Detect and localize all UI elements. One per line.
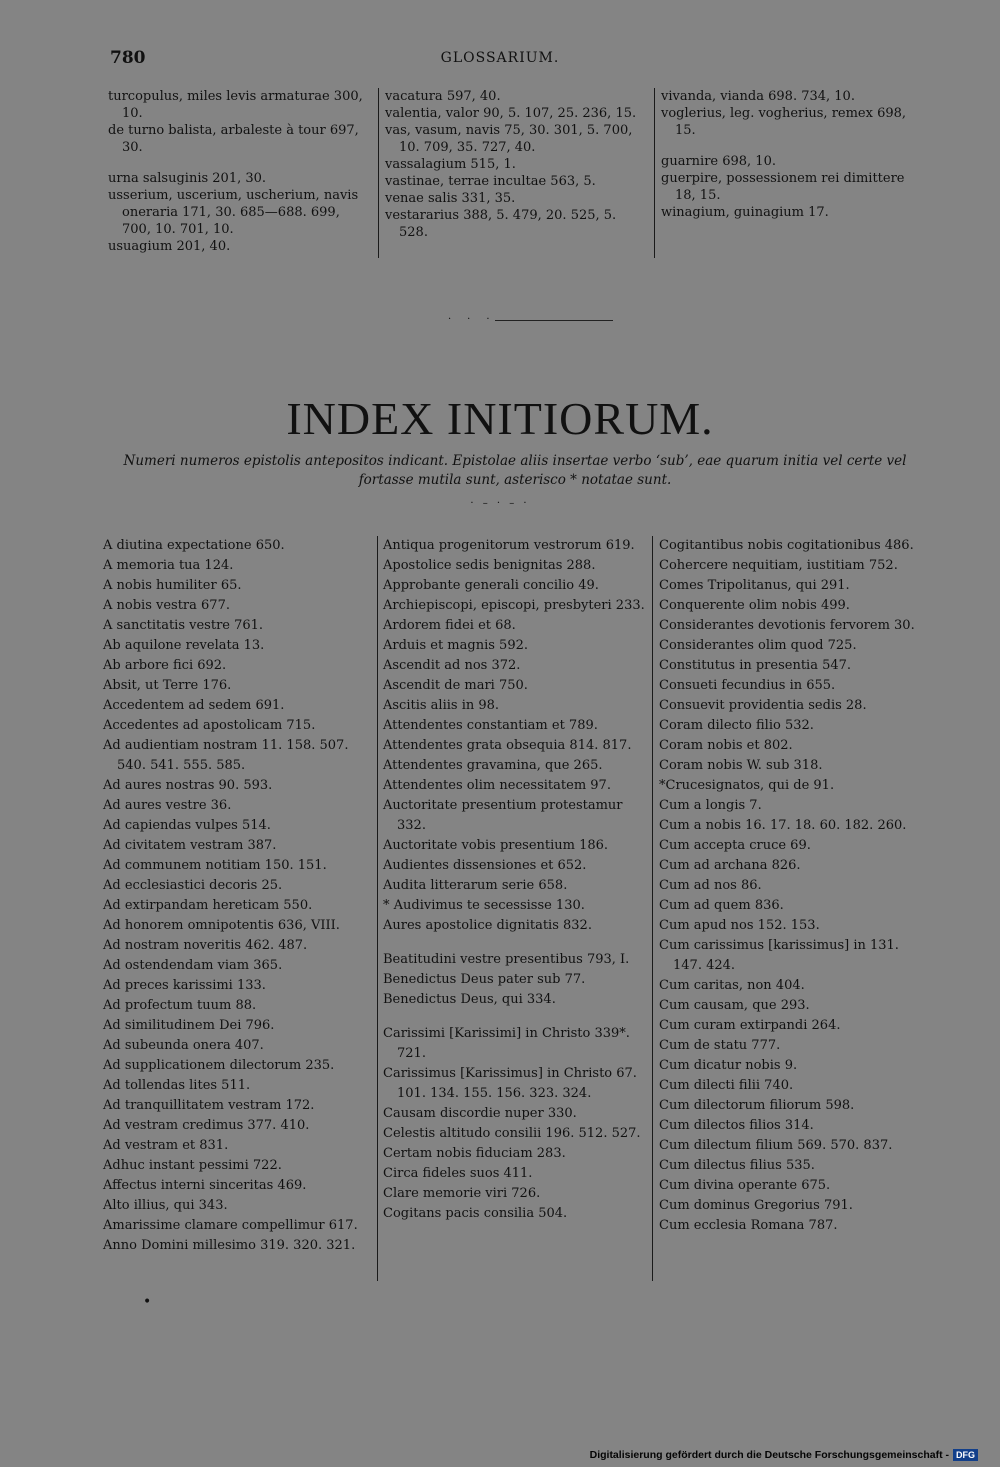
index-entry: Consuevit providentia sedis 28. xyxy=(659,698,867,713)
index-entry: Ardorem fidei et 68. xyxy=(383,618,516,633)
index-entry: Apostolice sedis benignitas 288. xyxy=(383,558,596,573)
index-entry: Cum divina operante 675. xyxy=(659,1178,831,1193)
index-entry: Beatitudini vestre presentibus 793, I. xyxy=(383,952,630,967)
section-divider xyxy=(495,320,613,321)
index-entry: Ad aures nostras 90. 593. xyxy=(103,778,273,793)
index-entry: Antiqua progenitorum vestrorum 619. xyxy=(383,538,635,553)
index-entry: Ab arbore fici 692. xyxy=(103,658,227,673)
index-entry: Coram dilecto filio 532. xyxy=(659,718,814,733)
index-entry: Benedictus Deus pater sub 77. xyxy=(383,972,586,987)
index-entry: Accedentes ad apostolicam 715. xyxy=(103,718,316,733)
index-entry: Cum a longis 7. xyxy=(659,798,762,813)
index-entry: Audita litterarum serie 658. xyxy=(383,878,568,893)
glossary-entry: vacatura 597, 40. xyxy=(385,89,501,104)
index-subtitle: Numeri numeros epistolis antepositos indicant. Epistolae aliis insertae verbo ‘sub’, eae quarum initia vel certe vel fortasse mutila sunt, asterisco * notatae sunt. xyxy=(123,453,907,488)
index-entry: Adhuc instant pessimi 722. xyxy=(103,1158,282,1173)
index-entry: Ad preces karissimi 133. xyxy=(103,978,266,993)
index-entry: Carissimi [Karissimi] in Christo 339*. 721. xyxy=(383,1026,630,1061)
column-rule xyxy=(654,88,655,258)
glossary-entry: turcopulus, miles levis armaturae 300, 10. xyxy=(108,89,363,121)
index-entry: Ad similitudinem Dei 796. xyxy=(103,1018,275,1033)
index-entry: Ad audientiam nostram 11. 158. 507. 540. 541. 555. 585. xyxy=(103,738,349,773)
glossary-entry: vas, vasum, navis 75, 30. 301, 5. 700, 10. 709, 35. 727, 40. xyxy=(385,123,633,155)
glossary-entry: vivanda, vianda 698. 734, 10. xyxy=(661,89,855,104)
index-entry: Cogitans pacis consilia 504. xyxy=(383,1206,568,1221)
index-entry: Ad civitatem vestram 387. xyxy=(103,838,277,853)
glossary-entry: urna salsuginis 201, 30. xyxy=(108,171,267,186)
entry-gap xyxy=(383,936,645,950)
index-entry: Cum dilectos filios 314. xyxy=(659,1118,814,1133)
index-entry: Cum causam, que 293. xyxy=(659,998,810,1013)
index-entry: Cum de statu 777. xyxy=(659,1038,781,1053)
glossarium-column-2 xyxy=(385,88,649,241)
index-entry: Cohercere nequitiam, iustitiam 752. xyxy=(659,558,898,573)
index-entry: Constitutus in presentia 547. xyxy=(659,658,852,673)
index-entry: A sanctitatis vestre 761. xyxy=(103,618,264,633)
index-entry: Attendentes gravamina, que 265. xyxy=(383,758,603,773)
index-column-3 xyxy=(659,536,923,1236)
index-entry: Anno Domini millesimo 319. 320. 321. xyxy=(103,1238,356,1253)
index-entry: Consueti fecundius in 655. xyxy=(659,678,836,693)
index-entry: Ab aquilone revelata 13. xyxy=(103,638,265,653)
index-entry: Ad profectum tuum 88. xyxy=(103,998,257,1013)
divider-dots: ··· xyxy=(448,314,506,325)
index-entry: Clare memorie viri 726. xyxy=(383,1186,541,1201)
glossarium-column-3 xyxy=(661,88,925,221)
index-entry: Accedentem ad sedem 691. xyxy=(103,698,285,713)
index-entry: Ad nostram noveritis 462. 487. xyxy=(103,938,308,953)
glossary-entry: guarnire 698, 10. xyxy=(661,154,776,169)
glossary-entry: vassalagium 515, 1. xyxy=(385,157,516,172)
glossary-entry: vastinae, terrae incultae 563, 5. xyxy=(385,174,596,189)
index-entry: Ad supplicationem dilectorum 235. xyxy=(103,1058,335,1073)
index-entry: Circa fideles suos 411. xyxy=(383,1166,533,1181)
index-entry: Certam nobis fiduciam 283. xyxy=(383,1146,566,1161)
index-entry: Ad vestram credimus 377. 410. xyxy=(103,1118,310,1133)
index-entry: Celestis altitudo consilii 196. 512. 527. xyxy=(383,1126,641,1141)
index-entry: A memoria tua 124. xyxy=(103,558,234,573)
index-column-1 xyxy=(103,536,371,1256)
dfg-credit xyxy=(590,1449,978,1461)
glossary-entry: venae salis 331, 35. xyxy=(385,191,516,206)
index-entry: Auctoritate vobis presentium 186. xyxy=(383,838,609,853)
index-entry: Cum ad quem 836. xyxy=(659,898,784,913)
glossary-entry: de turno balista, arbaleste à tour 697, 30. xyxy=(108,123,359,155)
index-entry: Carissimus [Karissimus] in Christo 67. 101. 134. 155. 156. 323. 324. xyxy=(383,1066,637,1101)
entry-gap xyxy=(383,1010,645,1024)
index-entry: Ad ostendendam viam 365. xyxy=(103,958,283,973)
index-entry: Ad tollendas lites 511. xyxy=(103,1078,251,1093)
index-entry: Ad communem notitiam 150. 151. xyxy=(103,858,327,873)
running-head: GLOSSARIUM. xyxy=(440,50,560,66)
index-entry: Ad honorem omnipotentis 636, VIII. xyxy=(103,918,340,933)
index-entry: Cum accepta cruce 69. xyxy=(659,838,811,853)
index-entry: Absit, ut Terre 176. xyxy=(103,678,232,693)
index-entry: Cum dilecti filii 740. xyxy=(659,1078,794,1093)
index-entry: Conquerente olim nobis 499. xyxy=(659,598,850,613)
index-entry: A diutina expectatione 650. xyxy=(103,538,285,553)
index-entry: Considerantes devotionis fervorem 30. xyxy=(659,618,915,633)
index-entry: Causam discordie nuper 330. xyxy=(383,1106,577,1121)
index-column-2 xyxy=(383,536,645,1224)
glossary-entry: guerpire, possessionem rei dimittere 18, 15. xyxy=(661,171,905,203)
index-entry: Attendentes grata obsequia 814. 817. xyxy=(383,738,632,753)
glossary-entry: voglerius, leg. vogherius, remex 698, 15. xyxy=(661,106,907,138)
index-entry: Considerantes olim quod 725. xyxy=(659,638,857,653)
index-entry: Ad subeunda onera 407. xyxy=(103,1038,264,1053)
index-entry: Audientes dissensiones et 652. xyxy=(383,858,587,873)
column-rule xyxy=(652,536,653,1281)
column-rule xyxy=(377,536,378,1281)
index-entry: Attendentes constantiam et 789. xyxy=(383,718,598,733)
glossary-entry: valentia, valor 90, 5. 107, 25. 236, 15. xyxy=(385,106,637,121)
index-entry: Cum ecclesia Romana 787. xyxy=(659,1218,838,1233)
index-entry: Cum caritas, non 404. xyxy=(659,978,805,993)
index-entry: * Audivimus te secessisse 130. xyxy=(383,898,585,913)
index-entry: Approbante generali concilio 49. xyxy=(383,578,599,593)
index-entry: Ad vestram et 831. xyxy=(103,1138,229,1153)
index-entry: Comes Tripolitanus, qui 291. xyxy=(659,578,850,593)
index-entry: Cum dilectum filium 569. 570. 837. xyxy=(659,1138,893,1153)
index-entry: Benedictus Deus, qui 334. xyxy=(383,992,556,1007)
index-entry: Ascendit ad nos 372. xyxy=(383,658,521,673)
index-entry: Ad extirpandam hereticam 550. xyxy=(103,898,313,913)
index-entry: Ad ecclesiastici decoris 25. xyxy=(103,878,283,893)
index-entry: Cum ad nos 86. xyxy=(659,878,762,893)
index-entry: Cum dilectorum filiorum 598. xyxy=(659,1098,855,1113)
index-entry: Aures apostolice dignitatis 832. xyxy=(383,918,592,933)
index-entry: A nobis vestra 677. xyxy=(103,598,230,613)
glossary-entry: vestararius 388, 5. 479, 20. 525, 5. 528. xyxy=(385,208,617,240)
index-entry: Cum dicatur nobis 9. xyxy=(659,1058,798,1073)
title-ornament: · – · – · xyxy=(470,498,530,509)
glossary-entry: usuagium 201, 40. xyxy=(108,239,231,254)
index-entry: Cum ad archana 826. xyxy=(659,858,801,873)
entry-gap xyxy=(108,156,372,170)
index-entry: Coram nobis et 802. xyxy=(659,738,793,753)
page-number: 780 xyxy=(110,48,146,68)
dfg-logo: DFG xyxy=(953,1449,978,1461)
index-entry: Cum dilectus filius 535. xyxy=(659,1158,815,1173)
index-title: INDEX INITIORUM. xyxy=(286,393,714,444)
index-entry: Cum curam extirpandi 264. xyxy=(659,1018,841,1033)
index-entry: Affectus interni sinceritas 469. xyxy=(103,1178,307,1193)
index-entry: Ad aures vestre 36. xyxy=(103,798,232,813)
column-rule xyxy=(378,88,379,258)
index-entry: Cum carissimus [karissimus] in 131. 147. 424. xyxy=(659,938,899,973)
index-entry: Ad tranquillitatem vestram 172. xyxy=(103,1098,315,1113)
index-entry: A nobis humiliter 65. xyxy=(103,578,242,593)
index-entry: Auctoritate presentium protestamur 332. xyxy=(383,798,623,833)
index-entry: Alto illius, qui 343. xyxy=(103,1198,228,1213)
glossary-entry: usserium, uscerium, uscherium, navis oneraria 171, 30. 685—688. 699, 700, 10. 701, 10. xyxy=(108,188,359,237)
index-entry: Amarissime clamare compellimur 617. xyxy=(103,1218,358,1233)
index-entry: Coram nobis W. sub 318. xyxy=(659,758,823,773)
index-entry: Cogitantibus nobis cogitationibus 486. xyxy=(659,538,914,553)
index-entry: Cum dominus Gregorius 791. xyxy=(659,1198,853,1213)
index-entry: Ascendit de mari 750. xyxy=(383,678,528,693)
index-entry: Arduis et magnis 592. xyxy=(383,638,528,653)
index-entry: Cum a nobis 16. 17. 18. 60. 182. 260. xyxy=(659,818,907,833)
index-entry: Archiepiscopi, episcopi, presbyteri 233. xyxy=(383,598,645,613)
glossarium-column-1 xyxy=(108,88,372,255)
dfg-credit-text: Digitalisierung gefördert durch die Deutsche Forschungsgemeinschaft - xyxy=(589,1449,949,1461)
glossary-entry: winagium, guinagium 17. xyxy=(661,205,829,220)
footnote-mark: • xyxy=(143,1294,152,1310)
index-entry: *Crucesignatos, qui de 91. xyxy=(659,778,835,793)
index-entry: Cum apud nos 152. 153. xyxy=(659,918,820,933)
index-entry: Ad capiendas vulpes 514. xyxy=(103,818,271,833)
index-entry: Attendentes olim necessitatem 97. xyxy=(383,778,611,793)
entry-gap xyxy=(661,139,925,153)
index-entry: Ascitis aliis in 98. xyxy=(383,698,500,713)
